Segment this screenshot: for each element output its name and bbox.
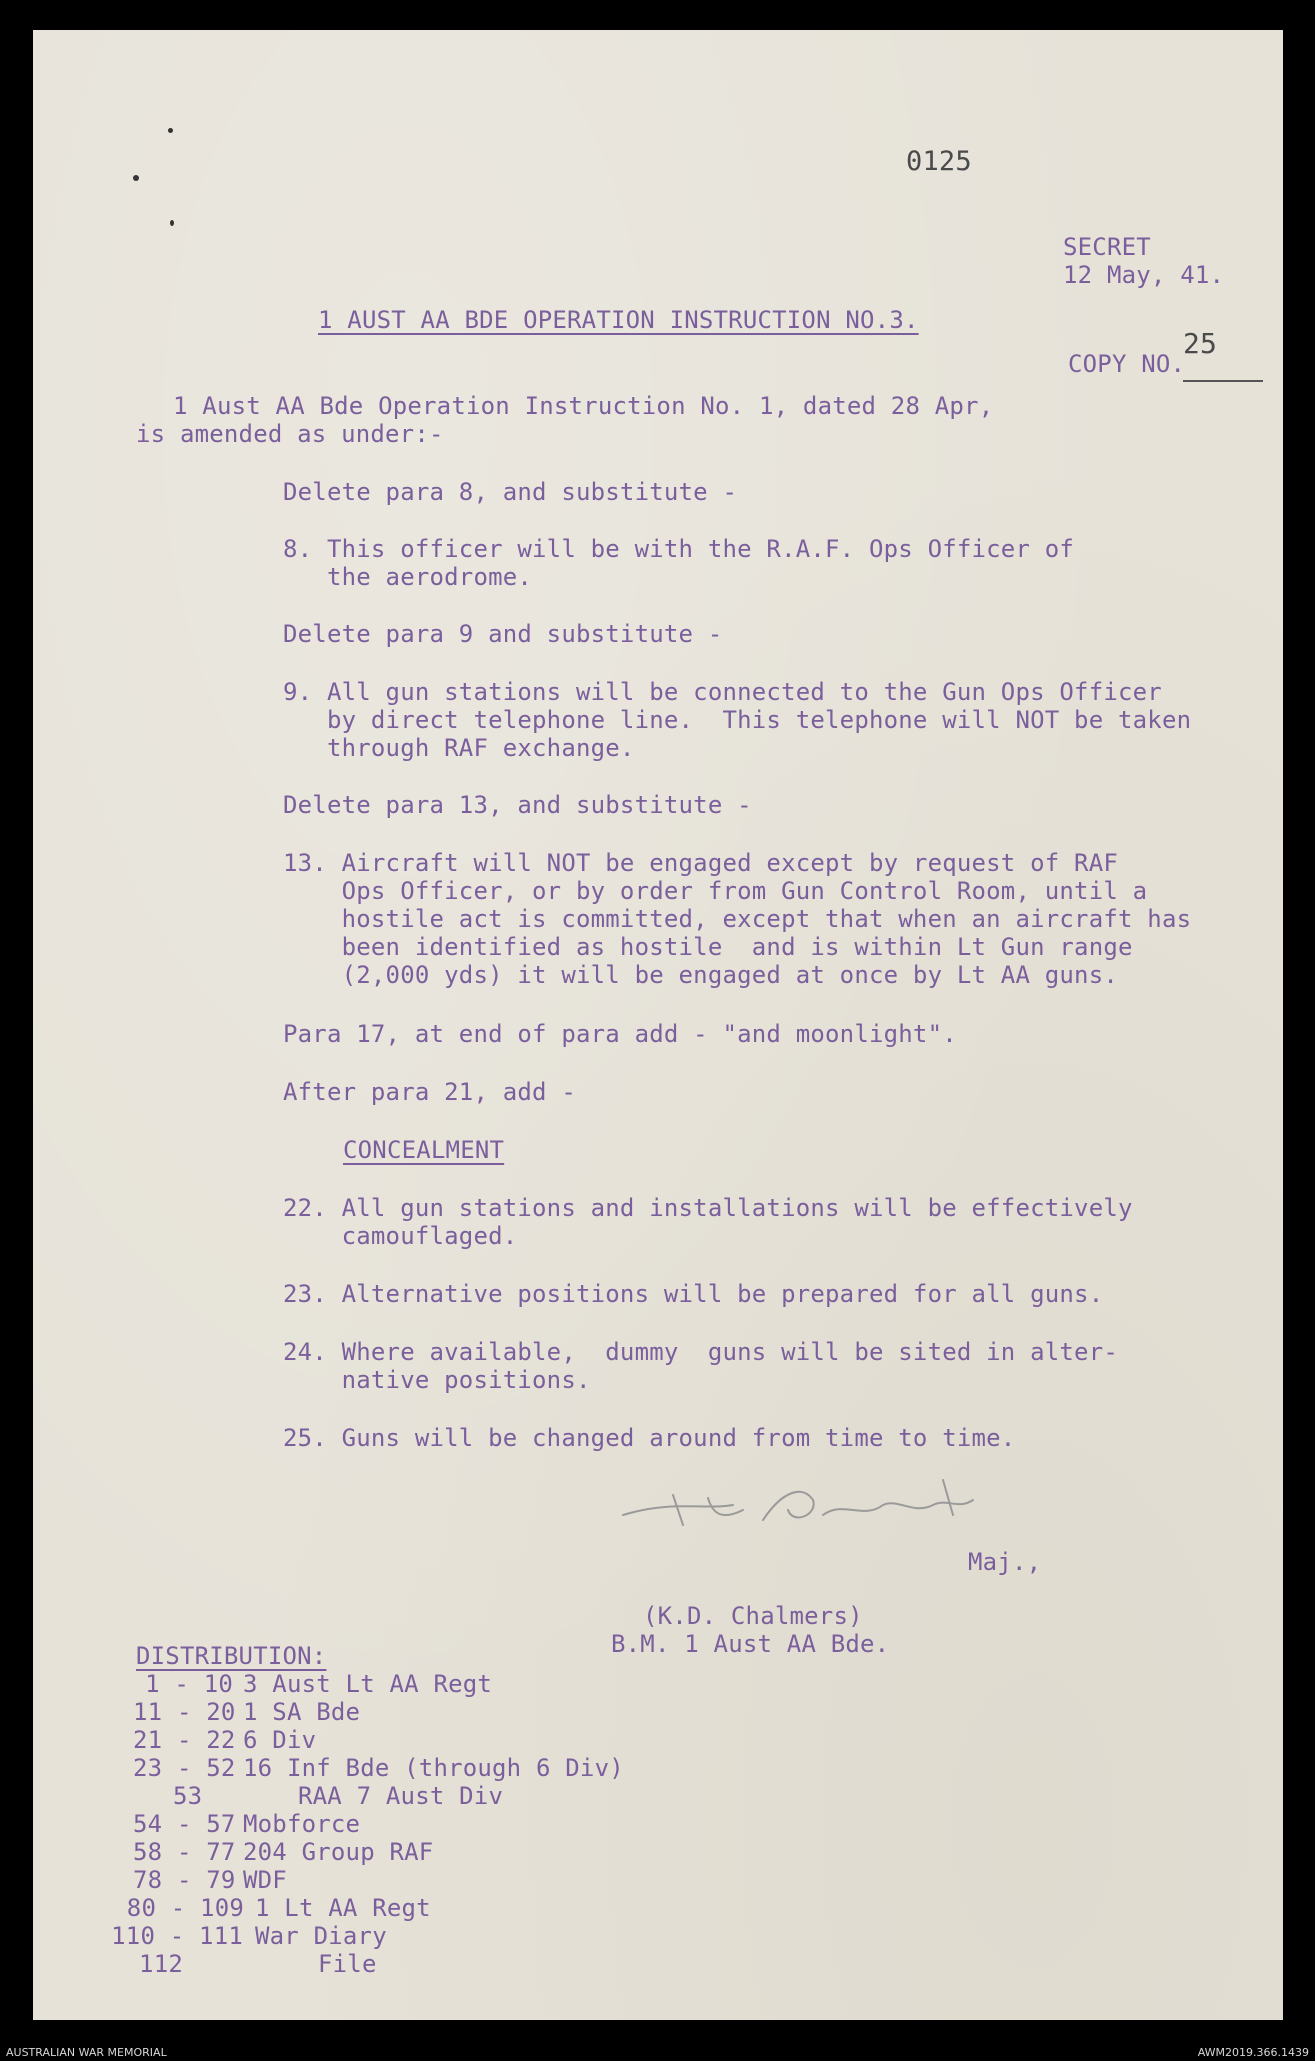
para-25-line: 25. Guns will be changed around from time to time. (283, 1424, 1016, 1452)
para-13-line: 13. Aircraft will NOT be engaged except by request of RAF (283, 849, 1119, 877)
distribution-range: 23 - 52 (133, 1754, 236, 1782)
distribution-range: 58 - 77 (133, 1838, 236, 1866)
signatory-name: (K.D. Chalmers) (643, 1602, 863, 1630)
distribution-recipient: 16 Inf Bde (through 6 Div) (243, 1754, 624, 1782)
concealment-heading: CONCEALMENT (343, 1136, 505, 1164)
delete-instruction: Delete para 13, and substitute - (283, 791, 752, 819)
para-17-amendment: Para 17, at end of para add - "and moonlight". (283, 1020, 957, 1048)
document-date: 12 May, 41. (1063, 261, 1225, 289)
para-24-line: native positions. (283, 1366, 591, 1394)
signatory-rank: Maj., (968, 1548, 1042, 1576)
distribution-range: 110 - 111 (111, 1922, 243, 1950)
document-number: 0125 (906, 146, 972, 177)
para-8-line: the aerodrome. (283, 563, 533, 591)
footer-institution: AUSTRALIAN WAR MEMORIAL (6, 2046, 167, 2059)
distribution-recipient: 3 Aust Lt AA Regt (243, 1670, 493, 1698)
distribution-range: 1 - 10 (145, 1670, 233, 1698)
classification-stamp: SECRET (1063, 233, 1151, 261)
copy-number: 25 (1183, 327, 1218, 360)
distribution-recipient: File (318, 1950, 377, 1978)
distribution-range: 80 - 109 (126, 1894, 244, 1922)
para-13-line: hostile act is committed, except that when an aircraft has (283, 905, 1192, 933)
punch-mark (133, 175, 139, 181)
delete-instruction: Delete para 8, and substitute - (283, 478, 738, 506)
distribution-recipient: War Diary (255, 1922, 387, 1950)
copy-number-rule (1183, 380, 1263, 382)
distribution-range: 53 (173, 1782, 203, 1810)
distribution-recipient: 204 Group RAF (243, 1838, 434, 1866)
distribution-range: 78 - 79 (133, 1866, 236, 1894)
para-8-line: 8. This officer will be with the R.A.F. Ops Officer of (283, 535, 1075, 563)
para-23-line: 23. Alternative positions will be prepared for all guns. (283, 1280, 1104, 1308)
document-title: 1 AUST AA BDE OPERATION INSTRUCTION NO.3. (318, 306, 919, 334)
distribution-recipient: RAA 7 Aust Div (298, 1782, 504, 1810)
distribution-recipient: WDF (243, 1866, 287, 1894)
document-page (33, 30, 1283, 2020)
distribution-recipient: 1 Lt AA Regt (255, 1894, 431, 1922)
para-24-line: 24. Where available, dummy guns will be sited in alter- (283, 1338, 1119, 1366)
copy-label: COPY NO. (1068, 350, 1186, 378)
distribution-range: 54 - 57 (133, 1810, 236, 1838)
para-22-line: 22. All gun stations and installations will be effectively (283, 1194, 1133, 1222)
delete-instruction: Delete para 9 and substitute - (283, 620, 723, 648)
footer-accession-number: AWM2019.366.1439 (1197, 2046, 1309, 2059)
distribution-recipient: 6 Div (243, 1726, 317, 1754)
para-13-line: Ops Officer, or by order from Gun Control Room, until a (283, 877, 1148, 905)
intro-line-1: 1 Aust AA Bde Operation Instruction No. 1, dated 28 Apr, (173, 392, 994, 420)
distribution-range: 112 (139, 1950, 183, 1978)
distribution-recipient: 1 SA Bde (243, 1698, 361, 1726)
para-9-line: by direct telephone line. This telephone will NOT be taken (283, 706, 1192, 734)
signatory-appointment: B.M. 1 Aust AA Bde. (611, 1630, 890, 1658)
para-9-line: 9. All gun stations will be connected to the Gun Ops Officer (283, 678, 1162, 706)
distribution-range: 21 - 22 (133, 1726, 236, 1754)
distribution-range: 11 - 20 (133, 1698, 236, 1726)
after-para-21: After para 21, add - (283, 1078, 576, 1106)
para-22-line: camouflaged. (283, 1222, 518, 1250)
distribution-recipient: Mobforce (243, 1810, 361, 1838)
handwritten-signature (613, 1470, 1033, 1550)
intro-line-2: is amended as under:- (136, 420, 444, 448)
para-13-line: been identified as hostile and is within Lt Gun range (283, 933, 1133, 961)
punch-mark (170, 220, 174, 226)
distribution-heading: DISTRIBUTION: (136, 1642, 327, 1670)
para-13-line: (2,000 yds) it will be engaged at once by Lt AA guns. (283, 961, 1119, 989)
punch-mark (168, 128, 173, 133)
para-9-line: through RAF exchange. (283, 734, 635, 762)
